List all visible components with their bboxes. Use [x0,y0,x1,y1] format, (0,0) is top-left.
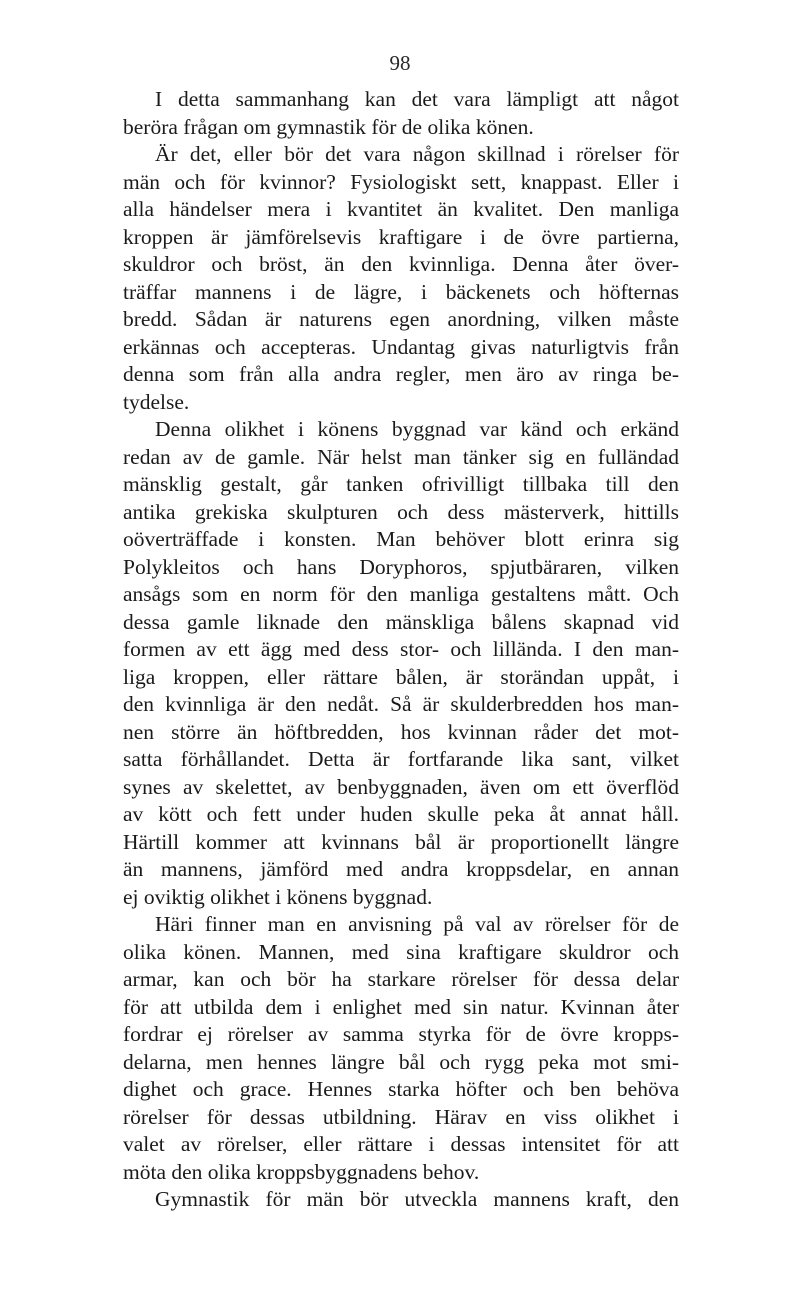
paragraph [123,1186,679,1214]
text-line: I detta sammanhang kan det vara lämpligt att något [155,87,679,111]
text-line: träffar mannens i de lägre, i bäckenets och höfternas [123,279,679,304]
text-line: tydelse. [123,389,190,414]
text-line: olika könen. Mannen, med sina kraftigare skuldror och [123,939,679,964]
paragraph [123,86,679,141]
text-line: Är det, eller bör det vara någon skillnad i rörelser för [155,142,679,166]
text-line: kroppen är jämförelsevis kraftigare i de övre partierna, [123,224,679,249]
text-line: rörelser för dessas utbildning. Härav en viss olikhet i [123,1104,679,1129]
paragraph [123,416,679,911]
text-line: armar, kan och bör ha starkare rörelser för dessa delar [123,967,679,991]
text-line: än mannens, jämförd med andra kroppsdelar, en annan [123,857,679,881]
text-line: ej oviktig olikhet i könens byggnad. [123,884,433,909]
text-line: erkännas och accepteras. Undantag givas naturligtvis från [123,334,679,359]
text-line: valet av rörelser, eller rättare i dessas intensitet för att [123,1132,679,1156]
text-line: satta förhållandet. Detta är fortfarande lika sant, vilket [123,747,679,771]
text-line: för att utbilda dem i enlighet med sin natur. Kvinnan åter [123,994,679,1019]
text-line: Häri finner man en anvisning på val av rörelser för de [155,912,679,936]
text-line: den kvinnliga är den nedåt. Så är skulderbredden hos man- [123,692,679,716]
text-line: möta den olika kroppsbyggnadens behov. [123,1159,480,1184]
text-line: alla händelser mera i kvantitet än kvalitet. Den manliga [123,197,679,221]
text-line: oöverträffade i konsten. Man behöver blott erinra sig [123,527,679,551]
text-line: Denna olikhet i könens byggnad var känd och erkänd [155,417,679,441]
page-number: 98 [389,51,411,75]
body-text [123,86,679,1214]
text-line: Polykleitos och hans Doryphoros, spjutbäraren, vilken [123,554,679,579]
paragraph [123,141,679,416]
text-line: män och för kvinnor? Fysiologiskt sett, knappast. Eller i [123,169,679,194]
text-line: nen större än höftbredden, hos kvinnan råder det mot- [123,719,679,744]
text-line: dessa gamle liknade den mänskliga bålens skapnad vid [123,609,679,634]
text-line: skuldror och bröst, än den kvinnliga. Denna åter över- [123,252,679,276]
text-line: ansågs som en norm för den manliga gestaltens mått. Och [123,582,679,606]
text-line: bredd. Sådan är naturens egen anordning, vilken måste [123,307,679,331]
text-line: redan av de gamle. När helst man tänker sig en fulländad [123,444,679,469]
text-line: synes av skelettet, av benbyggnaden, även om ett överflöd [123,774,679,799]
text-line: formen av ett ägg med dess stor- och lilländа. I den man- [123,637,679,661]
text-line: av kött och fett under huden skulle peka åt annat håll. [123,802,679,826]
text-line: liga kroppen, eller rättare bålen, är storändan uppåt, i [123,664,679,689]
text-line: denna som från alla andra regler, men äro av ringa be- [123,362,679,386]
text-line: antika grekiska skulpturen och dess mästerverk, hittills [123,499,679,524]
text-line: mänsklig gestalt, går tanken ofrivilligt tillbaka till den [123,472,679,496]
text-line: beröra frågan om gymnastik för de olika könen. [123,114,534,139]
text-line: dighet och grace. Hennes starka höfter och ben behöva [123,1077,679,1101]
text-line: delarna, men hennes längre bål och rygg peka mot smi- [123,1049,679,1074]
text-line: fordrar ej rörelser av samma styrka för de övre kropps- [123,1022,679,1046]
text-line: Gymnastik för män bör utveckla mannens kraft, den [155,1187,679,1211]
text-line: Härtill kommer att kvinnans bål är proportionellt längre [123,829,679,854]
paragraph [123,911,679,1186]
